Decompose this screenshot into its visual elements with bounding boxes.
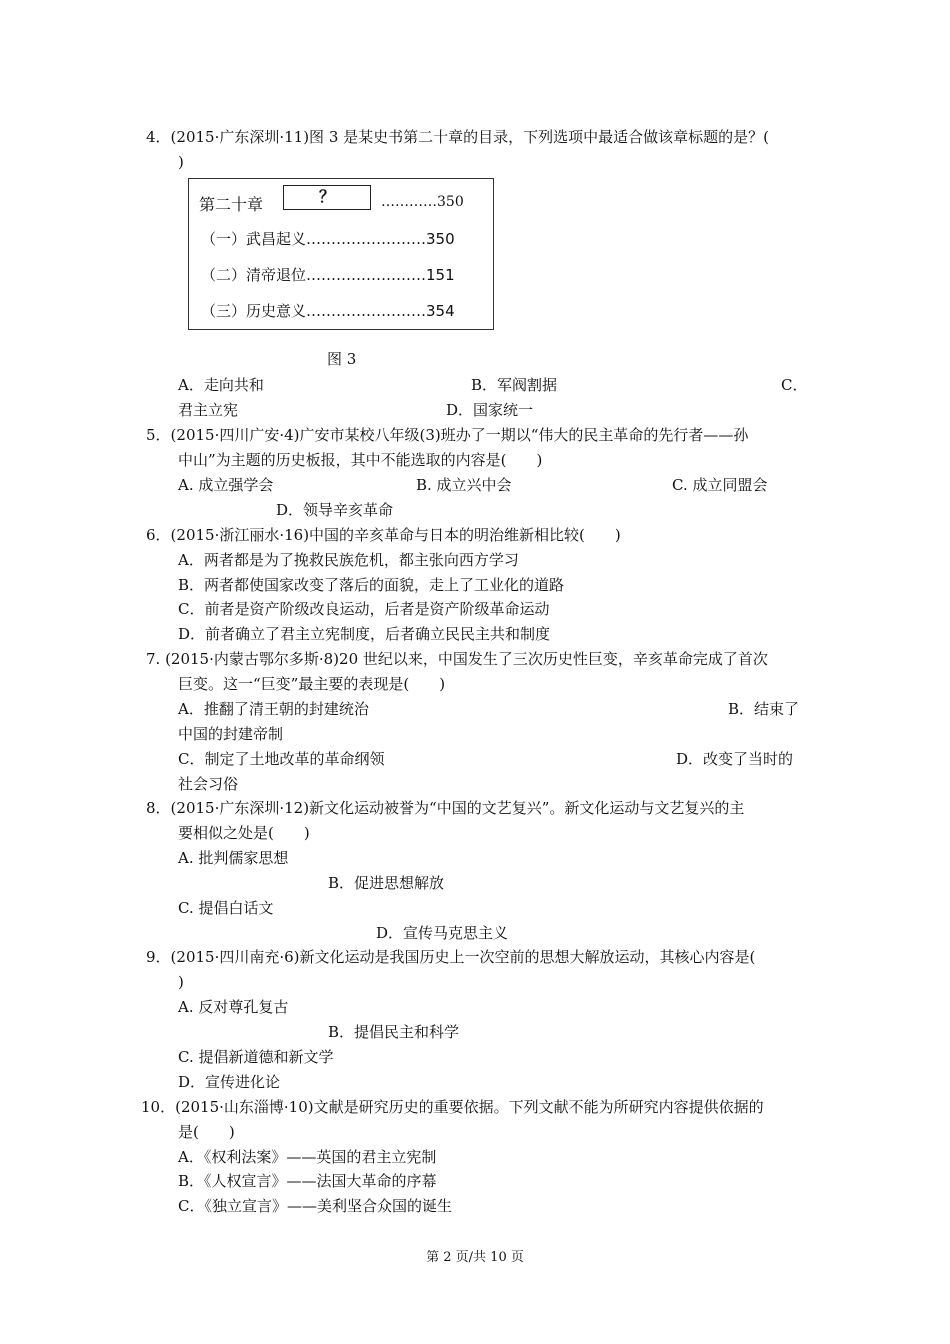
q10-stem-line2: 是( ): [178, 1123, 235, 1141]
q7-option-d-text: 社会习俗: [178, 775, 239, 793]
toc-chapter-page: …………350: [381, 194, 464, 210]
toc-item: （三）历史意义……………………354: [201, 302, 455, 320]
figure-caption: 图 3: [327, 350, 357, 368]
q4-option-b: B．军阀割据: [471, 376, 558, 394]
q6-option-b: B．两者都使国家改变了落后的面貌，走上了工业化的道路: [178, 576, 565, 594]
page-footer: 第 2 页/共 10 页: [426, 1250, 524, 1265]
q8-stem-line1: 8．(2015·广东深圳·12)新文化运动被誉为“中国的文艺复兴”。新文化运动与文艺复兴的主: [146, 799, 745, 817]
q10-stem-line1: 10．(2015·山东淄博·10)文献是研究历史的重要依据。下列文献不能为所研究内容提供依据的: [141, 1098, 764, 1116]
q4-option-a: A．走向共和: [178, 376, 264, 394]
q9-option-b: B．提倡民主和科学: [328, 1023, 460, 1041]
q7-stem-line2: 巨变。这一“巨变”最主要的表现是( ): [178, 675, 446, 693]
table-of-contents-figure: [188, 178, 494, 330]
q6-option-d: D．前者确立了君主立宪制度，后者确立民民主共和制度: [178, 625, 551, 643]
q7-option-b-text: 中国的封建帝制: [178, 725, 284, 743]
q8-option-a: A. 批判儒家思想: [178, 849, 289, 867]
q9-stem-line1: 9．(2015·四川南充·6)新文化运动是我国历史上一次空前的思想大解放运动，其核心内容是(: [146, 948, 756, 966]
toc-chapter-label: 第二十章: [199, 195, 264, 214]
q10-option-c: C．《独立宣言》——美利坚合众国的诞生: [178, 1197, 452, 1215]
q4-stem-line2: ): [178, 153, 184, 171]
q9-option-d: D．宣传进化论: [178, 1073, 281, 1091]
q5-stem-line2: 中山”为主题的历史板报，其中不能选取的内容是( ): [178, 451, 543, 469]
q7-option-a: A．推翻了清王朝的封建统治: [178, 700, 369, 718]
q10-option-b: B．《人权宣言》——法国大革命的序幕: [178, 1172, 437, 1190]
toc-item: （一）武昌起义……………………350: [201, 230, 455, 248]
q5-option-b: B. 成立兴中会: [416, 476, 512, 494]
q6-stem: 6．(2015·浙江丽水·16)中国的辛亥革命与日本的明治维新相比较( ): [146, 526, 621, 544]
q9-stem-line2: ): [178, 973, 184, 991]
q7-option-b-prefix: B．结束了: [728, 700, 800, 718]
q5-option-a: A. 成立强学会: [178, 476, 274, 494]
q9-option-c: C. 提倡新道德和新文学: [178, 1048, 334, 1066]
q7-stem-line1: 7. (2015·内蒙古鄂尔多斯·8)20 世纪以来，中国发生了三次历史性巨变，辛亥革命完成了首次: [146, 650, 768, 668]
q8-option-c: C. 提倡白话文: [178, 899, 274, 917]
q5-option-d: D．领导辛亥革命: [276, 501, 394, 519]
q8-option-d: D．宣传马克思主义: [376, 924, 509, 942]
q10-option-a: A．《权利法案》——英国的君主立宪制: [178, 1148, 437, 1166]
q8-stem-line2: 要相似之处是( ): [178, 824, 310, 842]
q4-option-c-text: 君主立宪: [178, 401, 239, 419]
q8-option-b: B．促进思想解放: [328, 874, 445, 892]
q5-stem-line1: 5．(2015·四川广安·4)广安市某校八年级(3)班办了一期以“伟大的民主革命的先行者——孙: [146, 426, 749, 444]
q7-option-c: C．制定了土地改革的革命纲领: [178, 750, 385, 768]
toc-mystery-title-box: ？: [283, 185, 371, 210]
q4-stem-line1: 4．(2015·广东深圳·11)图 3 是某史书第二十章的目录，下列选项中最适合做该章标题的是？(: [146, 128, 769, 146]
q9-option-a: A. 反对尊孔复古: [178, 998, 289, 1016]
q7-option-d-prefix: D．改变了当时的: [676, 750, 794, 768]
q4-option-d: D．国家统一: [446, 401, 534, 419]
q6-option-c: C．前者是资产阶级改良运动，后者是资产阶级革命运动: [178, 600, 550, 618]
q4-option-c-prefix: C．: [781, 376, 808, 394]
q5-option-c: C. 成立同盟会: [672, 476, 768, 494]
q6-option-a: A．两者都是为了挽救民族危机，都主张向西方学习: [178, 551, 519, 569]
toc-item: （二）清帝退位……………………151: [201, 266, 455, 284]
